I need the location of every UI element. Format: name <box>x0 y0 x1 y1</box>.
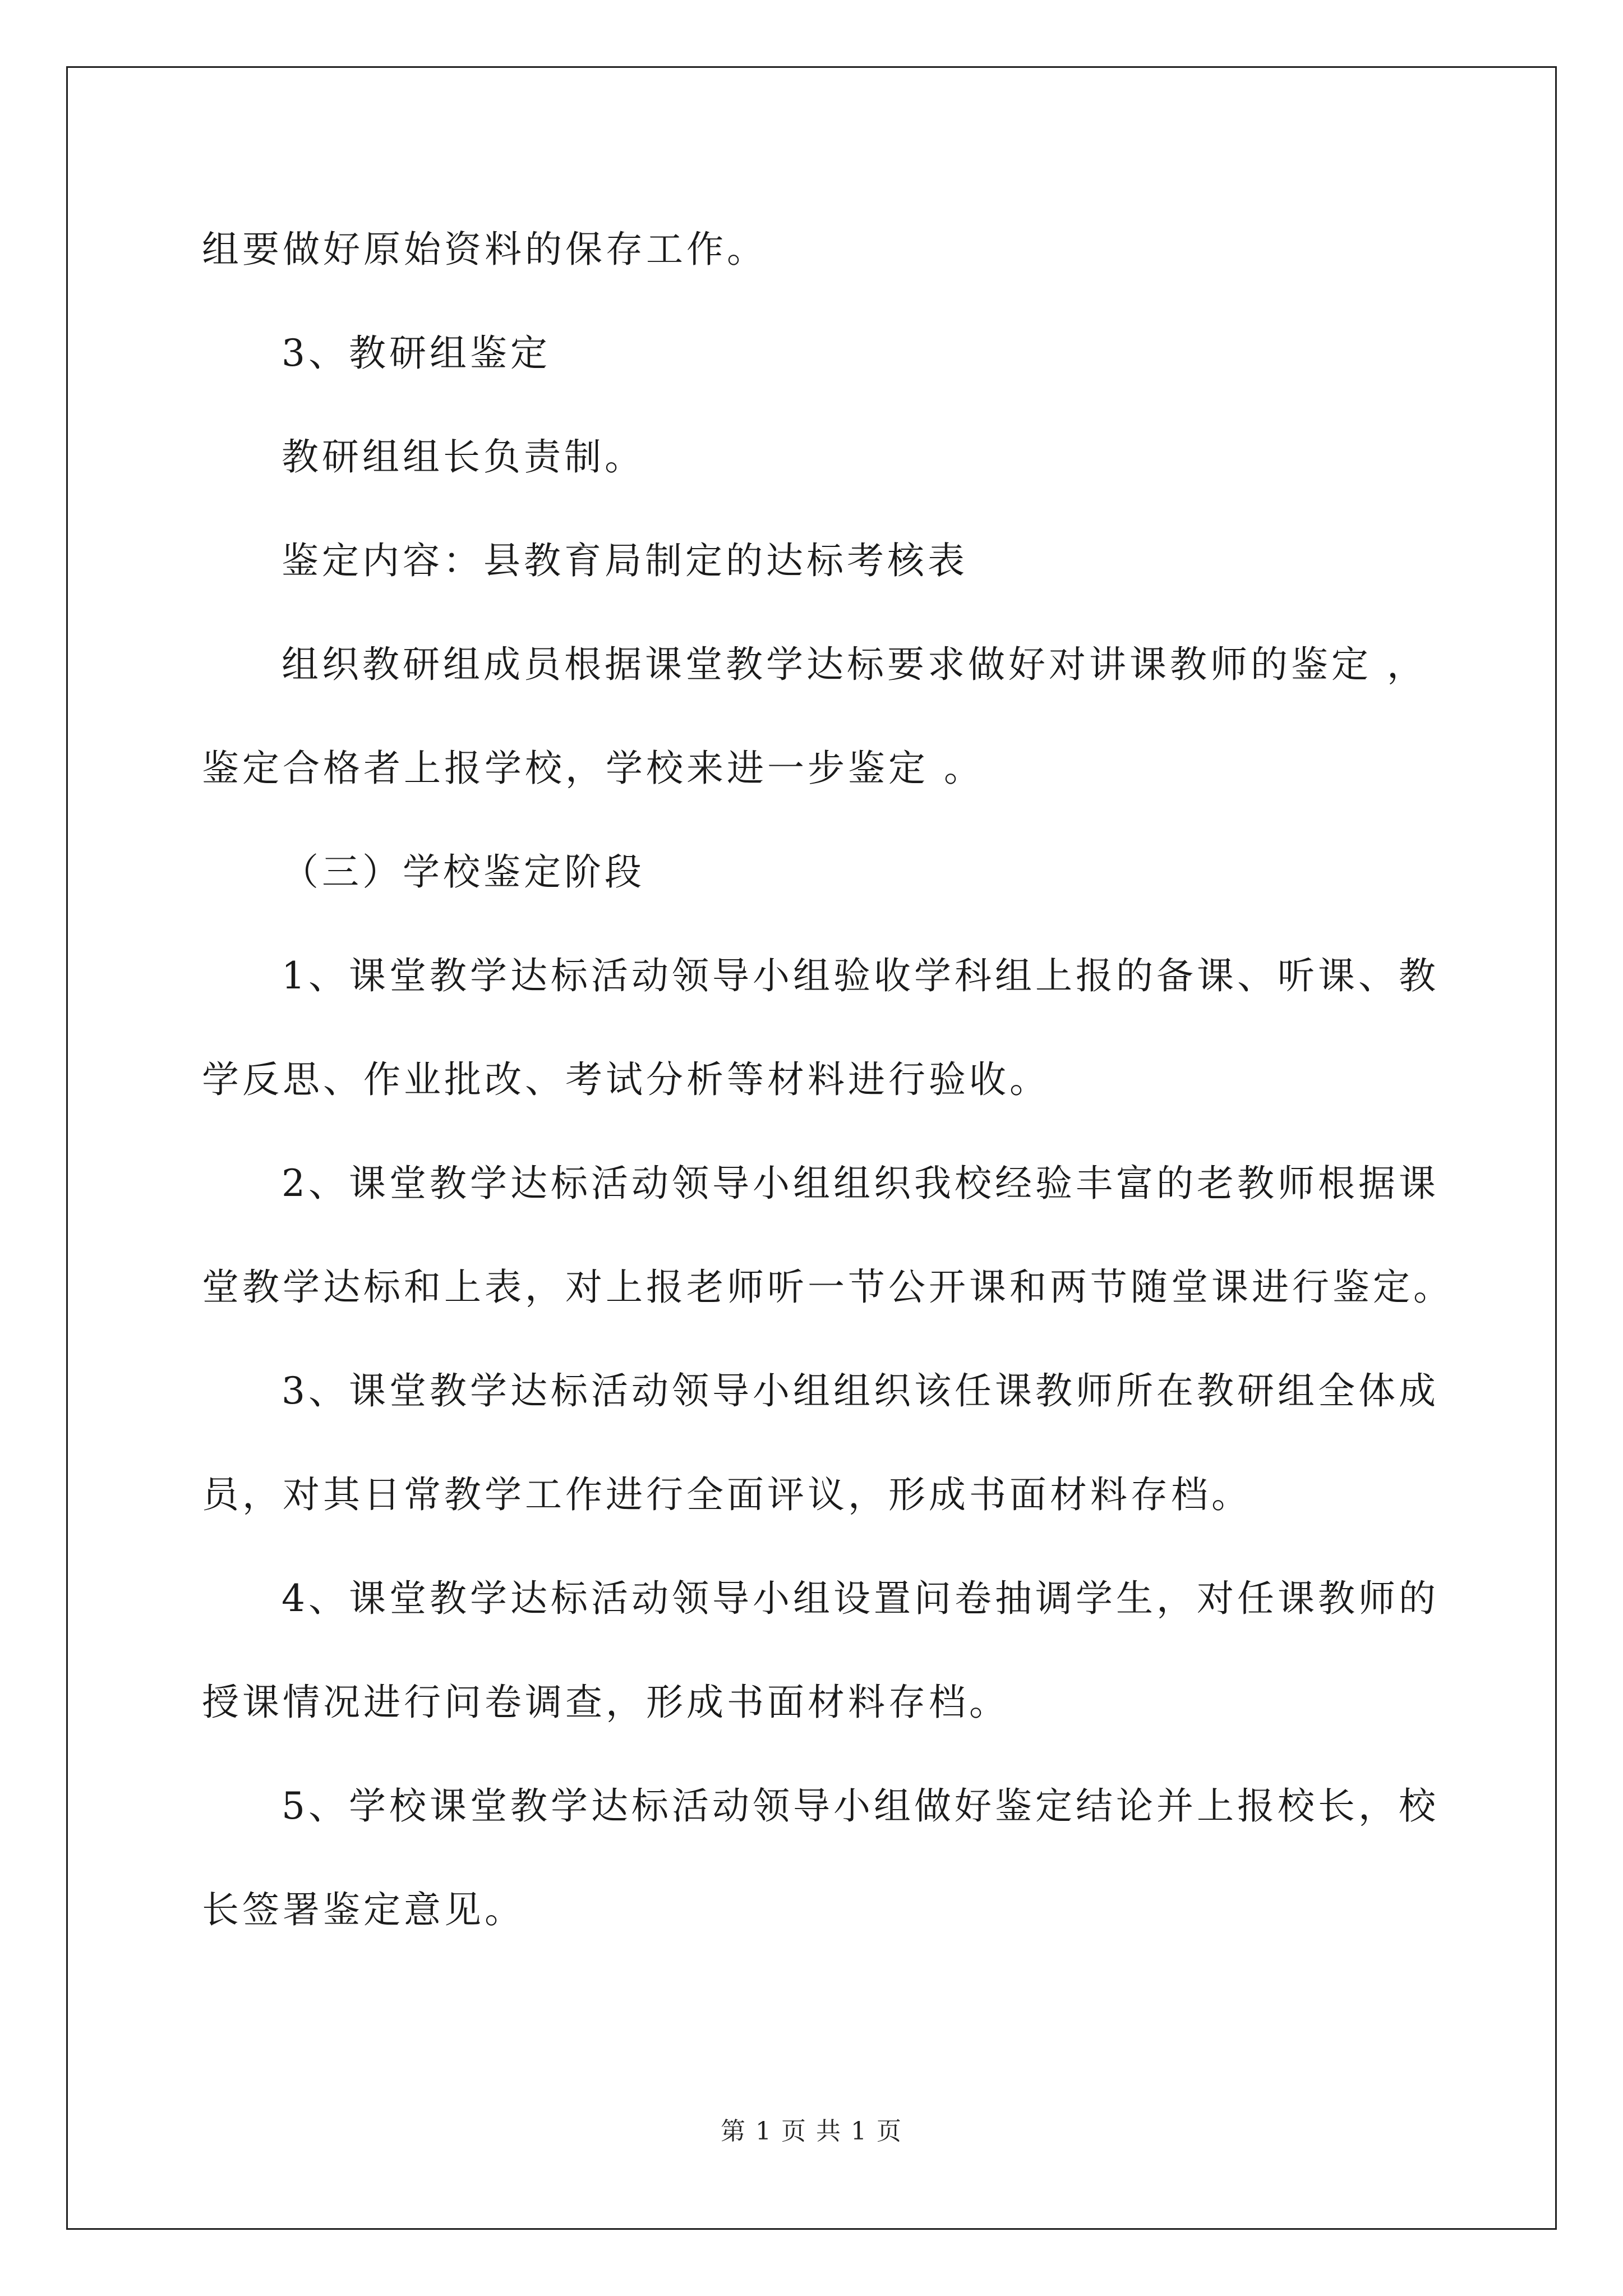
text-line: 鉴定合格者上报学校，学校来进一步鉴定 。 <box>202 747 984 790</box>
text-line: 3、课堂教学达标活动领导小组组织该任课教师所在教研组全体成 <box>282 1369 1439 1412</box>
text-line: 学反思、作业批改、考试分析等材料进行验收。 <box>202 1058 1050 1101</box>
text-line: 长签署鉴定意见。 <box>202 1888 525 1931</box>
text-line: 2、课堂教学达标活动领导小组组织我校经验丰富的老教师根据课 <box>282 1162 1439 1205</box>
section-heading: 3、教研组鉴定 <box>282 332 551 375</box>
text-line: 组织教研组成员根据课堂教学达标要求做好对讲课教师的鉴定 ， <box>282 643 1427 686</box>
text-line: 员，对其日常教学工作进行全面评议，形成书面材料存档。 <box>202 1473 1252 1516</box>
text-line: 授课情况进行问卷调查，形成书面材料存档。 <box>202 1681 1009 1724</box>
text-line: 教研组组长负责制。 <box>282 435 645 478</box>
text-line: 1、课堂教学达标活动领导小组验收学科组上报的备课、听课、教 <box>282 954 1439 997</box>
text-line: 5、学校课堂教学达标活动领导小组做好鉴定结论并上报校长，校 <box>282 1784 1439 1828</box>
text-line: 堂教学达标和上表，对上报老师听一节公开课和两节随堂课进行鉴定。 <box>202 1266 1454 1309</box>
text-line: 组要做好原始资料的保存工作。 <box>202 228 767 271</box>
section-heading: （三）学校鉴定阶段 <box>282 850 645 894</box>
text-line: 4、课堂教学达标活动领导小组设置问卷抽调学生，对任课教师的 <box>282 1577 1439 1620</box>
text-line: 鉴定内容：县教育局制定的达标考核表 <box>282 539 968 582</box>
page-number-footer: 第 1 页 共 1 页 <box>721 2117 902 2146</box>
